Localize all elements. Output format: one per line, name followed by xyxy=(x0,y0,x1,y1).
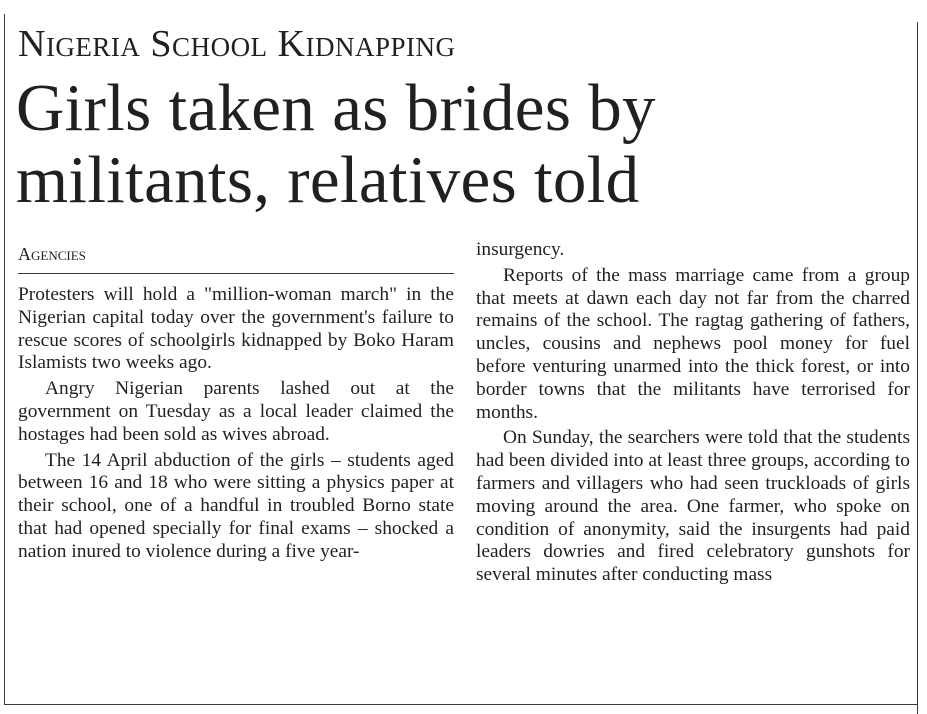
article-paragraph: On Sunday, the searchers were told that the students had been divided into at least three groups, according to farmers and villagers who had seen truckloads of girls moving around the area. One farmer, who spoke on condition of anonymity, said the insurgents had paid leaders dowries and fired celebratory gunshots for several minutes after conducting mass xyxy=(476,427,910,586)
article-paragraph: insurgency. xyxy=(476,239,565,260)
frame-left-rule xyxy=(4,14,5,704)
frame-right-rule xyxy=(917,22,918,714)
article-paragraph: Angry Nigerian parents lashed out at the government on Tuesday as a local leader claimed the hostages had been sold as wives abroad. xyxy=(18,378,454,445)
frame-bottom-rule xyxy=(4,704,918,705)
article-paragraph: The 14 April abduction of the girls – students aged between 16 and 18 who were sitting a physics paper at their school, one of a handful in troubled Borno state that had opened specially for final exams – shocked a nation inured to violence during a five year- xyxy=(18,449,454,562)
article-column-right xyxy=(476,239,910,587)
article-column-left xyxy=(18,284,454,564)
article-paragraph: Reports of the mass marriage came from a group that meets at dawn each day not far from the charred remains of the school. The ragtag gathering of fathers, uncles, cousins and nephews pool money for fuel before venturing unarmed into the thick forest, or into border towns that the militants have terrorised for months. xyxy=(476,264,910,423)
headline-line-1: Girls taken as brides by xyxy=(16,71,656,145)
headline xyxy=(16,72,906,216)
article-paragraph: Protesters will hold a "million-woman march" in the Nigerian capital today over the government's failure to rescue scores of schoolgirls kidnapped by Boko Haram Islamists two weeks ago. xyxy=(18,284,454,374)
byline: Agencies xyxy=(18,244,86,264)
section-kicker: Nigeria School Kidnapping xyxy=(18,23,456,65)
byline-rule xyxy=(18,273,454,274)
headline-line-2: militants, relatives told xyxy=(16,143,640,217)
